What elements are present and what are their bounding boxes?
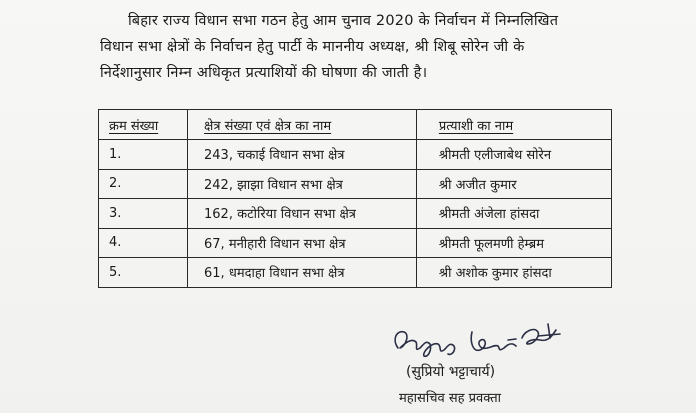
intro-line-1: बिहार राज्य विधान सभा गठन हेतु आम चुनाव 2020 के निर्वाचन में निम्नलिखित [128, 13, 559, 29]
header-constituency: क्षेत्र संख्या एवं क्षेत्र का नाम [188, 110, 417, 140]
table-header-row [99, 110, 612, 140]
candidates-table [98, 109, 612, 288]
handwritten-signature [388, 318, 568, 362]
row-serial: 3. [99, 199, 188, 229]
table-row [99, 258, 612, 288]
row-constituency: 242, झाझा विधान सभा क्षेत्र [188, 169, 417, 199]
row-serial: 2. [99, 169, 188, 199]
row-candidate: श्रीमती एलीजाबेथ सोरेन [416, 140, 611, 170]
row-candidate: श्रीमती अंजेला हांसदा [416, 199, 611, 229]
header-serial: क्रम संख्या [99, 110, 188, 140]
row-serial: 4. [99, 228, 188, 258]
row-constituency: 61, धमदाहा विधान सभा क्षेत्र [188, 258, 417, 288]
header-candidate: प्रत्याशी का नाम [416, 110, 611, 140]
row-constituency: 67, मनीहारी विधान सभा क्षेत्र [188, 228, 417, 258]
row-candidate: श्रीमती फूलमणी हेम्ब्रम [416, 228, 611, 258]
table-row [99, 169, 612, 199]
row-candidate: श्री अशोक कुमार हांसदा [416, 258, 611, 288]
signatory-title: महासचिव सह प्रवक्ता [399, 391, 502, 406]
row-candidate: श्री अजीत कुमार [416, 169, 611, 199]
table-row [99, 199, 612, 229]
table-row [99, 140, 612, 170]
intro-line-2: विधान सभा क्षेत्रों के निर्वाचन हेतु पार्टी के माननीय अध्यक्ष, श्री शिबू सोरेन जी के [100, 39, 525, 55]
row-constituency: 162, कटोरिया विधान सभा क्षेत्र [188, 199, 417, 229]
intro-line-3: निर्देशानुसार निम्न अधिकृत प्रत्याशियों की घोषणा की जाती है। [100, 65, 428, 81]
row-serial: 5. [99, 258, 188, 288]
intro-paragraph [100, 8, 660, 86]
table-row [99, 228, 612, 258]
signatory-name: (सुप्रियो भट्टाचार्य) [406, 364, 496, 380]
row-constituency: 243, चकाई विधान सभा क्षेत्र [188, 140, 417, 170]
row-serial: 1. [99, 140, 188, 170]
